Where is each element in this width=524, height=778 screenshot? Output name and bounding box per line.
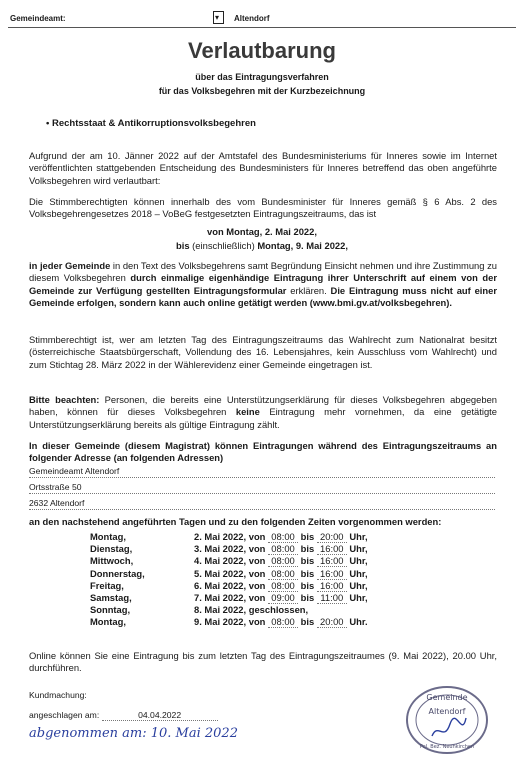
schedule-date-cell [194, 604, 308, 615]
schedule-to: 16:00 [317, 568, 347, 580]
schedule-from: 08:00 [268, 555, 298, 567]
schedule-von: von [248, 531, 266, 542]
schedule-date: 2. Mai 2022, [194, 531, 247, 542]
schedule-date: 9. Mai 2022, [194, 616, 247, 628]
stamp-text-top: Gemeinde [426, 693, 468, 702]
address-line-3: 2632 Altendorf [29, 498, 85, 508]
paragraph-times-intro: an den nachstehend angeführten Tagen und zu den folgenden Zeiten vorgenommen werden: [29, 516, 442, 527]
schedule-uhr: Uhr, [349, 567, 368, 579]
schedule-from: 08:00 [268, 531, 298, 543]
schedule-day: Freitag, [90, 579, 124, 591]
schedule-day: Samstag, [90, 591, 132, 603]
schedule-to: 11:00 [317, 592, 347, 604]
address-underline [29, 509, 495, 510]
schedule-day: Donnerstag, [90, 567, 145, 579]
schedule-to: 20:00 [317, 616, 347, 628]
schedule-uhr: Uhr, [349, 579, 368, 591]
address-line-2: Ortsstraße 50 [29, 482, 82, 492]
schedule-bis: bis [300, 543, 315, 555]
schedule-bis: bis [300, 616, 315, 628]
schedule-to: 16:00 [317, 580, 347, 592]
schedule-from: 08:00 [268, 616, 298, 628]
schedule-date-cell [194, 616, 368, 628]
schedule-date: 3. Mai 2022, [194, 543, 247, 555]
paragraph-eligibility: Stimmberechtigt ist, wer am letzten Tag des Eintragungszeitraums das Wahlrecht zum Nationalrat besitzt (österreichische Staatsbürgerschaft, Vollendung des 16. Lebensjahres, kein Ausschluss vom Wahlrecht) und zum Stichtag 28. März 2022 in der Wählerevidenz einer Gemeinde eingetragen ist. [29, 334, 497, 370]
period-from: von Montag, 2. Mai 2022, [207, 226, 317, 237]
paragraph-intro: Aufgrund der am 10. Jänner 2022 auf der Amtstafel des Bundesministeriums für Inneres sowie im Internet veröffentlichten stattgebenden Entscheidung des Bundesministers für Inneres betreffend das oben angeführte Volksbegehren wird verlautbart: [29, 150, 497, 186]
paragraph-registration [29, 260, 497, 310]
schedule-bis: bis [300, 591, 315, 603]
schedule-von: von [248, 616, 266, 628]
p5-d: Eintragung mehr vornehmen, da eine getätigte Unterstützungserklärung bereits als gültige Eintragung zählt. [29, 406, 497, 430]
stamp-text-center: Altendorf [428, 707, 466, 716]
schedule-date: 4. Mai 2022, [194, 555, 247, 567]
posted-row [29, 710, 218, 721]
schedule-von: von [248, 579, 266, 591]
p3-d: erklären. [286, 284, 331, 296]
schedule-closed: geschlossen, [248, 604, 309, 616]
schedule-date: 5. Mai 2022, [194, 567, 247, 579]
schedule-uhr: Uhr, [349, 531, 368, 542]
municipality-label: Gemeindeamt: [10, 14, 66, 23]
municipality-value: Altendorf [234, 14, 270, 23]
p3-e: Die Eintragung muss nicht auf einer Gemeinde erfolgen, sondern kann auch online getätigt werden (www.bmi.gv.at/volksbegehren). [29, 284, 497, 309]
schedule-bis: bis [300, 567, 315, 579]
p3-a: in jeder Gemeinde [29, 260, 111, 271]
schedule-from: 08:00 [268, 568, 298, 580]
schedule-from: 08:00 [268, 543, 298, 555]
schedule-date-cell [194, 592, 368, 604]
schedule-date-cell [194, 580, 368, 592]
schedule-day: Sonntag, [90, 604, 131, 616]
schedule-date-cell [194, 531, 368, 543]
schedule-date-cell [194, 568, 368, 580]
kundmachung-label: Kundmachung: [29, 690, 87, 700]
period-to-date: Montag, 9. Mai 2022, [257, 240, 348, 251]
subtitle-2: für das Volksbegehren mit der Kurzbezeichnung [158, 86, 366, 96]
header-row [8, 10, 516, 28]
municipality-dropdown[interactable] [213, 11, 224, 24]
schedule-date-cell [194, 555, 368, 567]
schedule-to: 20:00 [317, 531, 347, 543]
paragraph-note [29, 394, 497, 431]
stamp-text-bottom: Pol. Bez. Neunkirchen [419, 744, 475, 750]
schedule-von: von [248, 555, 266, 567]
address-line [29, 498, 495, 510]
schedule-uhr: Uhr, [349, 591, 368, 603]
schedule-von: von [248, 591, 266, 603]
schedule-bis: bis [300, 531, 315, 542]
chevron-down-icon: ▾ [215, 13, 220, 22]
schedule-date-cell [194, 543, 368, 555]
paragraph-period: Die Stimmberechtigten können innerhalb des vom Bundesminister für Inneres gemäß § 6 Abs. 2 des Volksbegehrengesetzes 2018 – VoBeG festgesetzten Eintragungszeitraums, das ist [29, 196, 497, 220]
schedule-to: 16:00 [317, 555, 347, 567]
petition-name: • Rechtsstaat & Antikorruptionsvolksbegehren [46, 118, 256, 129]
municipal-stamp-icon [404, 684, 490, 756]
p3-c: durch einmalige eigenhändige Eintragung ihrer Unterschrift auf einem von der Gemeinde zur Verfügung gestellten Eintragungsformular [29, 272, 497, 296]
posted-value: 04.04.2022 [102, 710, 218, 721]
period-to [0, 240, 524, 251]
address-line [29, 482, 495, 494]
schedule-bis: bis [300, 555, 315, 567]
schedule-date: 7. Mai 2022, [194, 591, 247, 603]
schedule-uhr: Uhr, [349, 543, 368, 555]
schedule-uhr: Uhr, [349, 555, 368, 567]
schedule-day: Dienstag, [90, 543, 133, 555]
page-title: Verlautbarung [188, 38, 336, 63]
schedule-von: von [248, 567, 266, 579]
schedule-uhr: Uhr. [349, 616, 368, 628]
schedule-date: 6. Mai 2022, [194, 579, 247, 591]
removed-handwritten-note: abgenommen am: 10. Mai 2022 [29, 726, 238, 741]
p5-c: keine [235, 406, 260, 418]
posted-label: angeschlagen am: [29, 710, 100, 720]
p5-a: Bitte beachten: [29, 394, 100, 405]
subtitle-1: über das Eintragungsverfahren [195, 72, 329, 82]
header-divider [8, 27, 516, 28]
address-underline [29, 493, 495, 494]
schedule-from: 08:00 [268, 580, 298, 592]
schedule-to: 16:00 [317, 543, 347, 555]
schedule-day: Montag, [90, 531, 126, 542]
p5-b: Personen, die bereits eine Unterstützungserklärung für dieses Volksbegehren abgegeben haben, können für dieses Volksbegehren [29, 394, 498, 418]
schedule-date: 8. Mai 2022, [194, 604, 247, 616]
period-to-incl: (einschließlich) [189, 240, 258, 251]
address-line [29, 466, 495, 478]
paragraph-address-intro: In dieser Gemeinde (diesem Magistrat) können Eintragungen während des Eintragungszeitraums an folgender Adresse (an folgenden Adressen) [29, 440, 497, 464]
address-line-1: Gemeindeamt Altendorf [29, 466, 120, 476]
address-underline [29, 477, 495, 478]
p3-b: in den Text des Volksbegehrens samt Begründung Einsicht nehmen und ihre Zustimmung zu diesem Volksbegehren [29, 260, 497, 284]
schedule-day: Mittwoch, [90, 555, 134, 567]
schedule-von: von [248, 543, 266, 555]
period-to-bis: bis [176, 240, 190, 251]
schedule-from: 09:00 [268, 592, 298, 604]
schedule-bis: bis [300, 579, 315, 591]
schedule-day: Montag, [90, 616, 126, 628]
paragraph-online: Online können Sie eine Eintragung bis zum letzten Tag des Eintragungszeitraumes (9. Mai 2022), 20.00 Uhr, durchführen. [29, 650, 497, 674]
